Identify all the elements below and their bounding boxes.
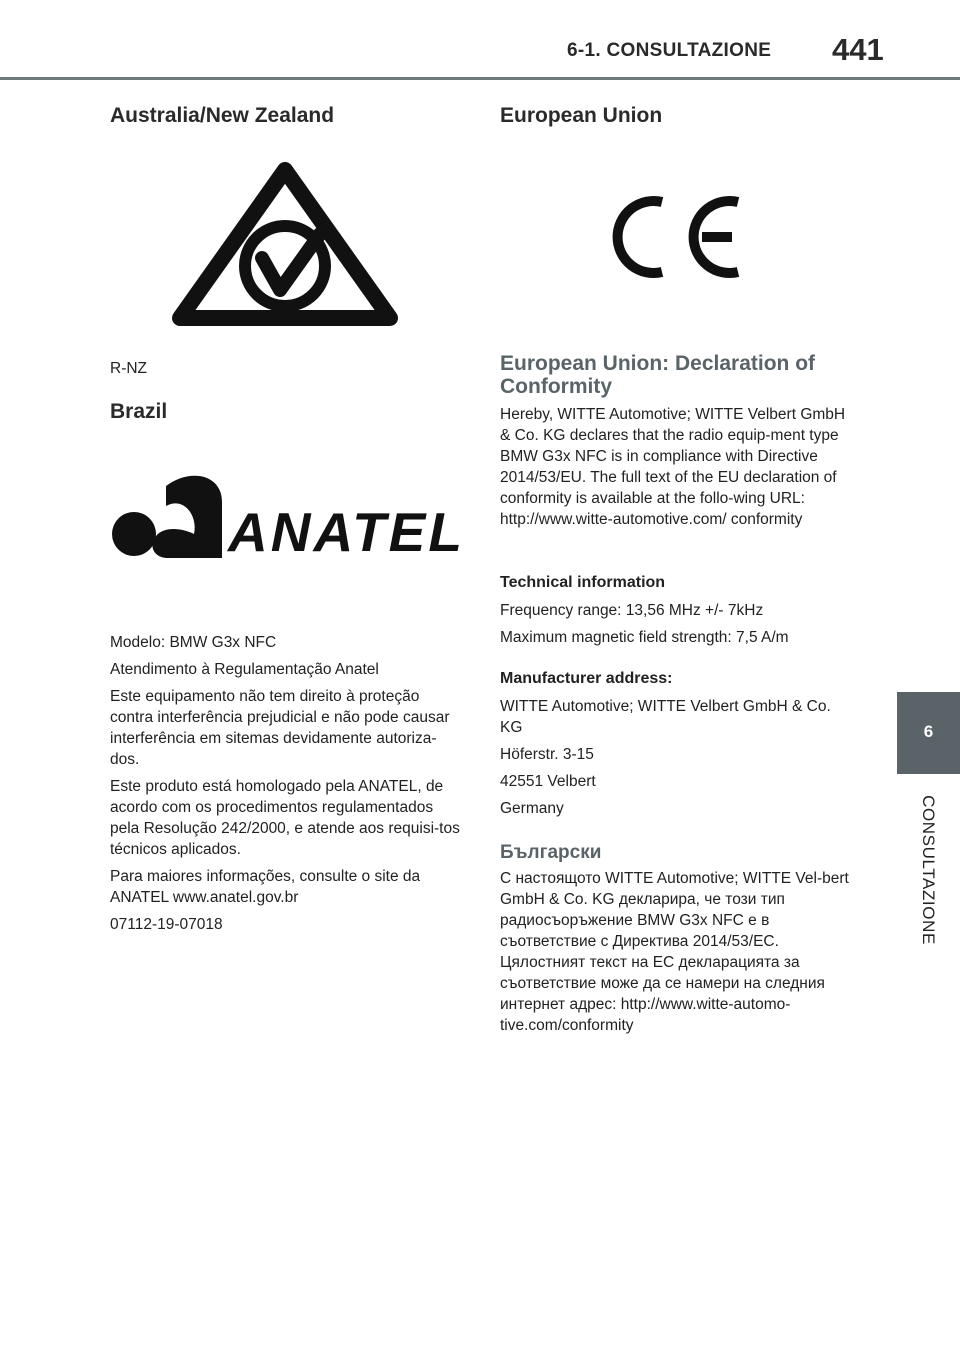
- chapter-label: CONSULTAZIONE: [919, 795, 938, 945]
- brazil-homologation-text: Este produto está homologado pela ANATEL, de acordo com os procedimentos regulamentados pela Resolução 242/2000, e atende aos requisi-tos técnicos aplicados.: [110, 778, 460, 858]
- technical-info-heading: Technical information: [500, 574, 666, 591]
- header-section-title: 6-1. CONSULTAZIONE: [567, 40, 772, 61]
- ce-mark-icon: [610, 192, 760, 282]
- brazil-info-text: Para maiores informações, consulte o site da ANATEL www.anatel.gov.br: [110, 868, 421, 906]
- australia-nz-heading: Australia/New Zealand: [110, 104, 335, 127]
- brazil-cert-number: 07112-19-07018: [110, 916, 223, 933]
- manufacturer-name: WITTE Automotive; WITTE Velbert GmbH & Co. KG: [500, 698, 831, 736]
- frequency-range: Frequency range: 13,56 MHz +/- 7kHz: [500, 602, 764, 619]
- manufacturer-city: 42551 Velbert: [500, 773, 596, 790]
- rcm-compliance-mark-icon: [172, 162, 398, 328]
- chapter-number: 6: [923, 722, 934, 741]
- brazil-protection-text: Este equipamento não tem direito à proteção contra interferência prejudicial e não pode causar interferência em sitemas devidamente autoriza-dos.: [110, 688, 450, 768]
- european-union-heading: European Union: [500, 104, 663, 127]
- anatel-logo-text: ANATEL: [228, 501, 465, 563]
- header-rule: [0, 77, 960, 80]
- manufacturer-heading: Manufacturer address:: [500, 670, 673, 687]
- chapter-tab: [897, 692, 960, 774]
- manufacturer-country: Germany: [500, 800, 564, 817]
- brazil-model: Modelo: BMW G3x NFC: [110, 634, 277, 651]
- page-number: 441: [832, 32, 884, 67]
- bulgarian-text: С настоящото WITTE Automotive; WITTE Vel-bert GmbH & Co. KG декларира, че този тип радиосъоръжение BMW G3x NFC е в съответствие с Директива 2014/53/ЕС. Цялостният текст на ЕС декларацията за съответствие може да се намери на следния интернет адрес: http://www.witte-automo-tive.com/conformity: [500, 870, 849, 1034]
- brazil-regulation: Atendimento à Regulamentação Anatel: [110, 661, 379, 678]
- declaration-text: Hereby, WITTE Automotive; WITTE Velbert GmbH & Co. KG declares that the radio equip-ment type BMW G3x NFC is in compliance with Directive 2014/53/EU. The full text of the EU declaration of conformity is available at the follo-wing URL: http://www.witte-automotive.com/ conformity: [500, 406, 846, 528]
- brazil-heading: Brazil: [110, 400, 168, 423]
- bulgarian-heading: Български: [500, 842, 602, 863]
- rnz-code: R-NZ: [110, 360, 148, 377]
- magnetic-field-strength: Maximum magnetic field strength: 7,5 A/m: [500, 629, 789, 646]
- manufacturer-street: Höferstr. 3-15: [500, 746, 594, 763]
- declaration-heading: European Union: Declaration of Conformity: [500, 352, 816, 398]
